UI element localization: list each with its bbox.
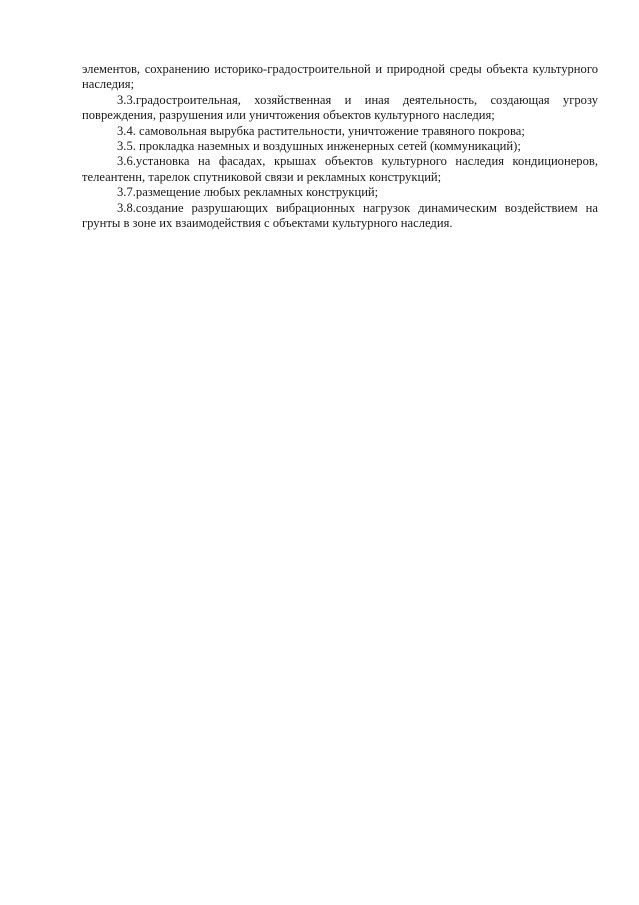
paragraph-item-3-4: 3.4. самовольная вырубка растительности, уничтожение травяного покрова; <box>117 123 525 138</box>
paragraph-item-3-5: 3.5. прокладка наземных и воздушных инженерных сетей (коммуникаций); <box>117 139 521 154</box>
paragraph-item-3-3: 3.3.градостроительная, хозяйственная и иная деятельность, создающая угрозу повреждения, разрушения или уничтожения объектов культурного наследия; <box>82 92 598 123</box>
paragraph-continuation: элементов, сохранению историко-градостроительной и природной среды объекта культурного наследия; <box>82 62 598 92</box>
paragraph-item-3-8: 3.8.создание разрушающих вибрационных нагрузок динамическим воздействием на грунты в зоне их взаимодействия с объектами культурного наследия. <box>82 200 598 231</box>
paragraph-item-3-6: 3.6.установка на фасадах, крышах объектов культурного наследия кондиционеров, телеантенн, тарелок спутниковой связи и рекламных конструкций; <box>82 154 598 184</box>
paragraph-item-3-7: 3.7.размещение любых рекламных конструкций; <box>117 185 379 200</box>
document-body <box>82 62 598 231</box>
